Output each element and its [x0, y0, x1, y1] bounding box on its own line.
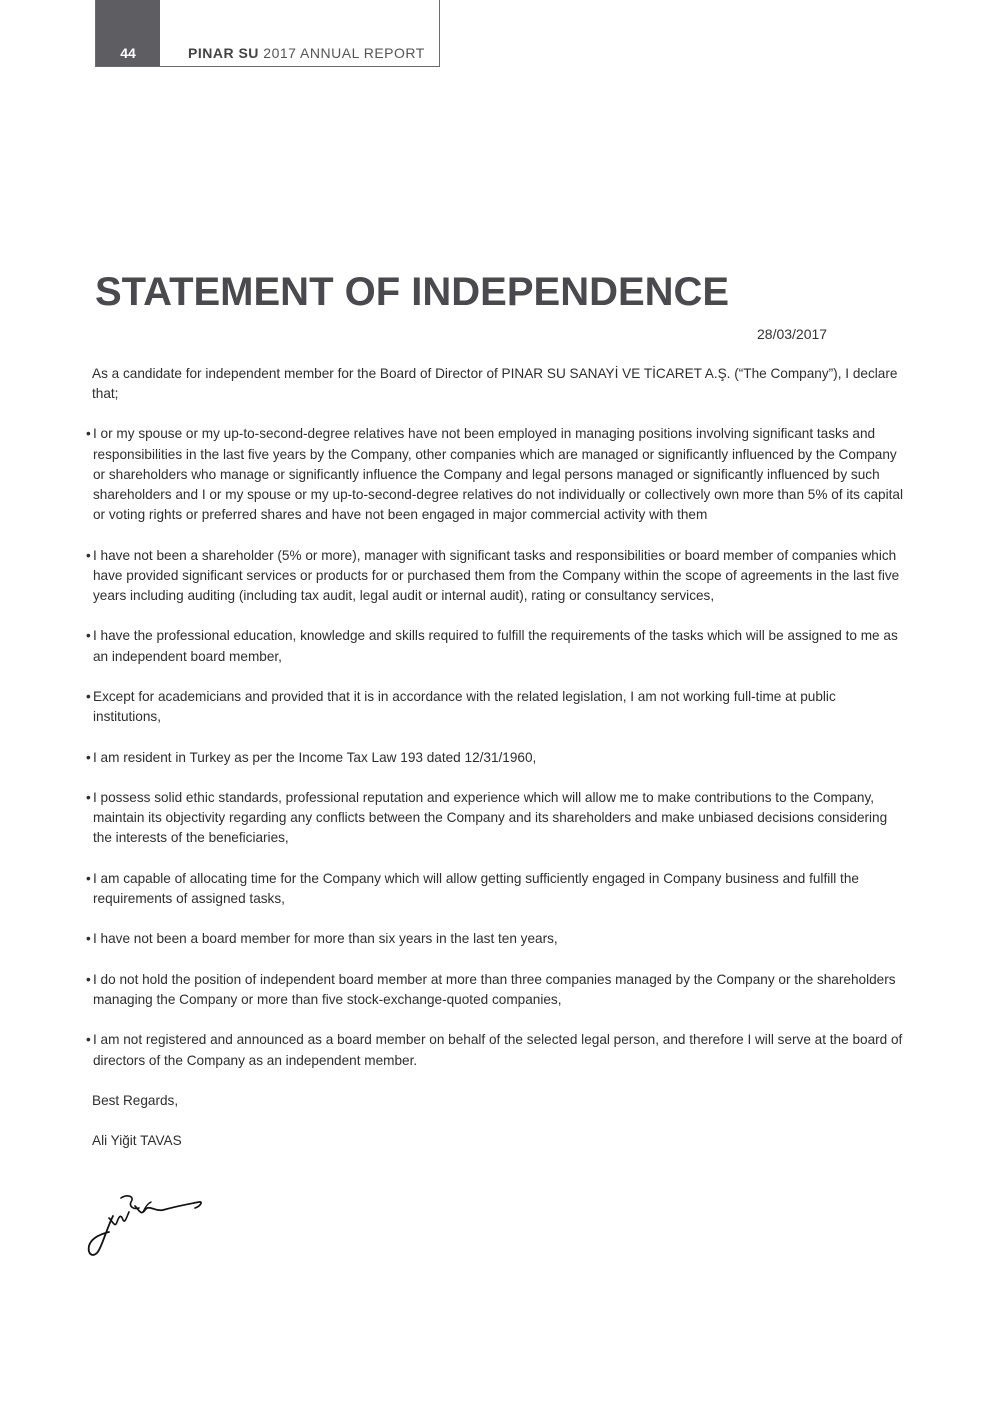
bullet-icon: •	[86, 870, 91, 886]
closing-line: Best Regards,	[92, 1092, 179, 1108]
statement-date: 28/03/2017	[757, 326, 828, 342]
list-item: • I do not hold the position of independent board member at more than three companies managed by the Company or the shareholders managing the Company or more than five stock-exchange-quoted companies,	[86, 971, 896, 1007]
bullet-icon: •	[86, 749, 91, 765]
page-number: 44	[96, 0, 160, 66]
bullet-icon: •	[86, 971, 91, 987]
list-item: • I possess solid ethic standards, professional reputation and experience which will allow me to make contributions to the Company, maintain its objectivity regarding any conflicts between the Company and its shareholders and make unbiased decisions considering the interests of the beneficiaries,	[86, 789, 888, 846]
bullet-icon: •	[86, 931, 91, 947]
bullet-icon: •	[86, 789, 91, 805]
list-item: • I am not registered and announced as a board member on behalf of the selected legal person, and therefore I will serve at the board of directors of the Company as an independent member.	[86, 1032, 903, 1068]
signature-image	[85, 1188, 205, 1263]
brand-name: PINAR SU	[188, 45, 259, 61]
list-item: • I am resident in Turkey as per the Income Tax Law 193 dated 12/31/1960,	[92, 748, 904, 768]
statement-body	[86, 364, 904, 1152]
list-item: • I have not been a shareholder (5% or more), manager with significant tasks and responsibilities or board member of companies which have provided significant services or products for or purchased them from the Company within the scope of agreements in the last five years including auditing (including tax audit, legal audit or internal audit), rating or consultancy services,	[86, 547, 900, 604]
document-title: STATEMENT OF INDEPENDENCE	[95, 270, 730, 314]
intro-paragraph: As a candidate for independent member for the Board of Director of PINAR SU SANAYİ VE TİCARET A.Ş. (“The Company”), I declare that;	[92, 366, 898, 402]
list-item: • Except for academicians and provided that it is in accordance with the related legislation, I am not working full-time at public institutions,	[86, 689, 836, 725]
list-item: • I have not been a board member for more than six years in the last ten years,	[92, 929, 904, 949]
page-header	[95, 0, 440, 67]
bullet-icon: •	[86, 547, 91, 563]
list-item: • I or my spouse or my up-to-second-degree relatives have not been employed in managing positions involving significant tasks and responsibilities in the last five years by the Company, other companies which are managed or significantly influenced by the Company or shareholders who manage or significantly influence the Company and legal persons managed or significantly influenced by such shareholders and I or my spouse or my up-to-second-degree relatives do not individually or collectively own more than 5% of its capital or voting rights or preferred shares and have not been engaged in major commercial activity with them	[86, 426, 903, 523]
report-name: 2017 ANNUAL REPORT	[263, 45, 425, 61]
bullet-icon: •	[86, 689, 91, 704]
bullet-icon: •	[86, 628, 91, 644]
bullet-icon: •	[86, 426, 91, 442]
list-item: • I have the professional education, knowledge and skills required to fulfill the requirements of the tasks which will be assigned to me as an independent board member,	[86, 628, 898, 664]
signer-name: Ali Yiğit TAVAS	[92, 1133, 182, 1149]
list-item: • I am capable of allocating time for the Company which will allow getting sufficiently engaged in Company business and fulfill the requirements of assigned tasks,	[86, 870, 859, 906]
bullet-icon: •	[86, 1032, 91, 1048]
report-title	[188, 45, 425, 61]
declaration-list	[86, 424, 904, 1070]
